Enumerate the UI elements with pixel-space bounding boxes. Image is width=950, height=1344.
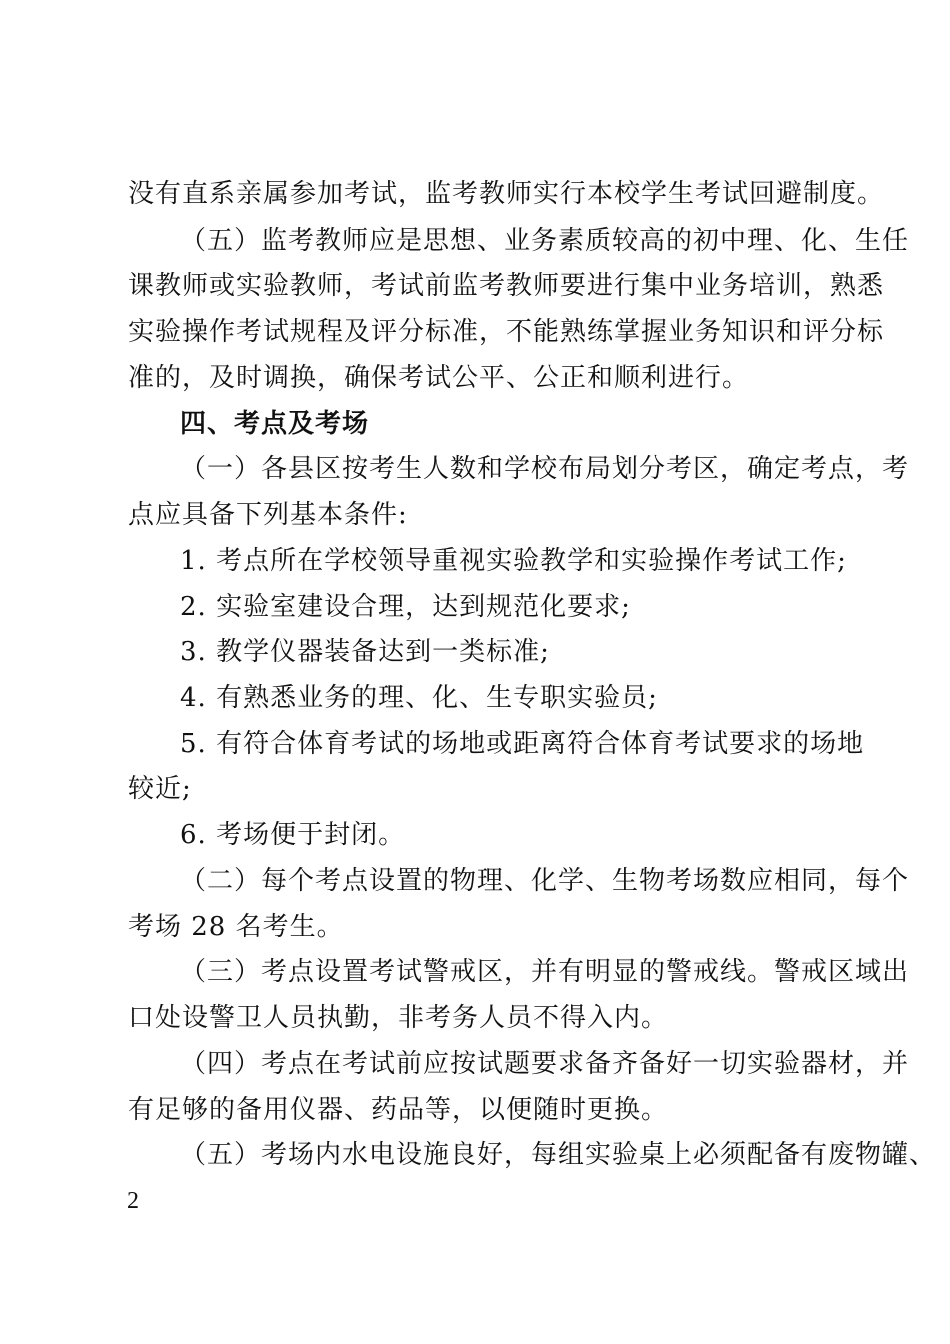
page-number: 2: [127, 1188, 139, 1214]
text-line-19: 口处设警卫人员执勤，非考务人员不得入内。: [128, 1003, 669, 1033]
text-line-5: 准的，及时调换，确保考试公平、公正和顺利进行。: [128, 363, 750, 393]
list-item-1: 1. 考点所在学校领导重视实验教学和实验操作考试工作;: [180, 546, 847, 576]
text-line-21: 有足够的备用仪器、药品等，以便随时更换。: [128, 1095, 669, 1125]
text-line-17: 考场 28 名考生。: [128, 912, 344, 942]
list-item-5: 5. 有符合体育考试的场地或距离符合体育考试要求的场地: [180, 729, 865, 759]
list-item-5-continued: 较近;: [128, 774, 192, 804]
list-item-3: 3. 教学仪器装备达到一类标准;: [180, 637, 550, 667]
text-line-8: 点应具备下列基本条件:: [128, 500, 408, 530]
text-line-1: 没有直系亲属参加考试，监考教师实行本校学生考试回避制度。: [128, 179, 885, 209]
text-line-2: （五）监考教师应是思想、业务素质较高的初中理、化、生任: [180, 226, 910, 256]
section-heading: 四、考点及考场: [180, 409, 370, 439]
text-line-7: （一）各县区按考生人数和学校布局划分考区，确定考点，考: [180, 454, 910, 484]
text-line-18: （三）考点设置考试警戒区，并有明显的警戒线。警戒区域出: [180, 957, 910, 987]
list-item-4: 4. 有熟悉业务的理、化、生专职实验员;: [180, 683, 658, 713]
list-item-6: 6. 考场便于封闭。: [180, 820, 406, 850]
list-item-2: 2. 实验室建设合理，达到规范化要求;: [180, 592, 631, 622]
text-line-3: 课教师或实验教师，考试前监考教师要进行集中业务培训，熟悉: [128, 271, 885, 301]
text-line-22: （五）考场内水电设施良好，每组实验桌上必须配备有废物罐、: [180, 1140, 937, 1170]
text-line-20: （四）考点在考试前应按试题要求备齐备好一切实验器材，并: [180, 1049, 910, 1079]
text-line-16: （二）每个考点设置的物理、化学、生物考场数应相同，每个: [180, 866, 910, 896]
text-line-4: 实验操作考试规程及评分标准，不能熟练掌握业务知识和评分标: [128, 317, 885, 347]
